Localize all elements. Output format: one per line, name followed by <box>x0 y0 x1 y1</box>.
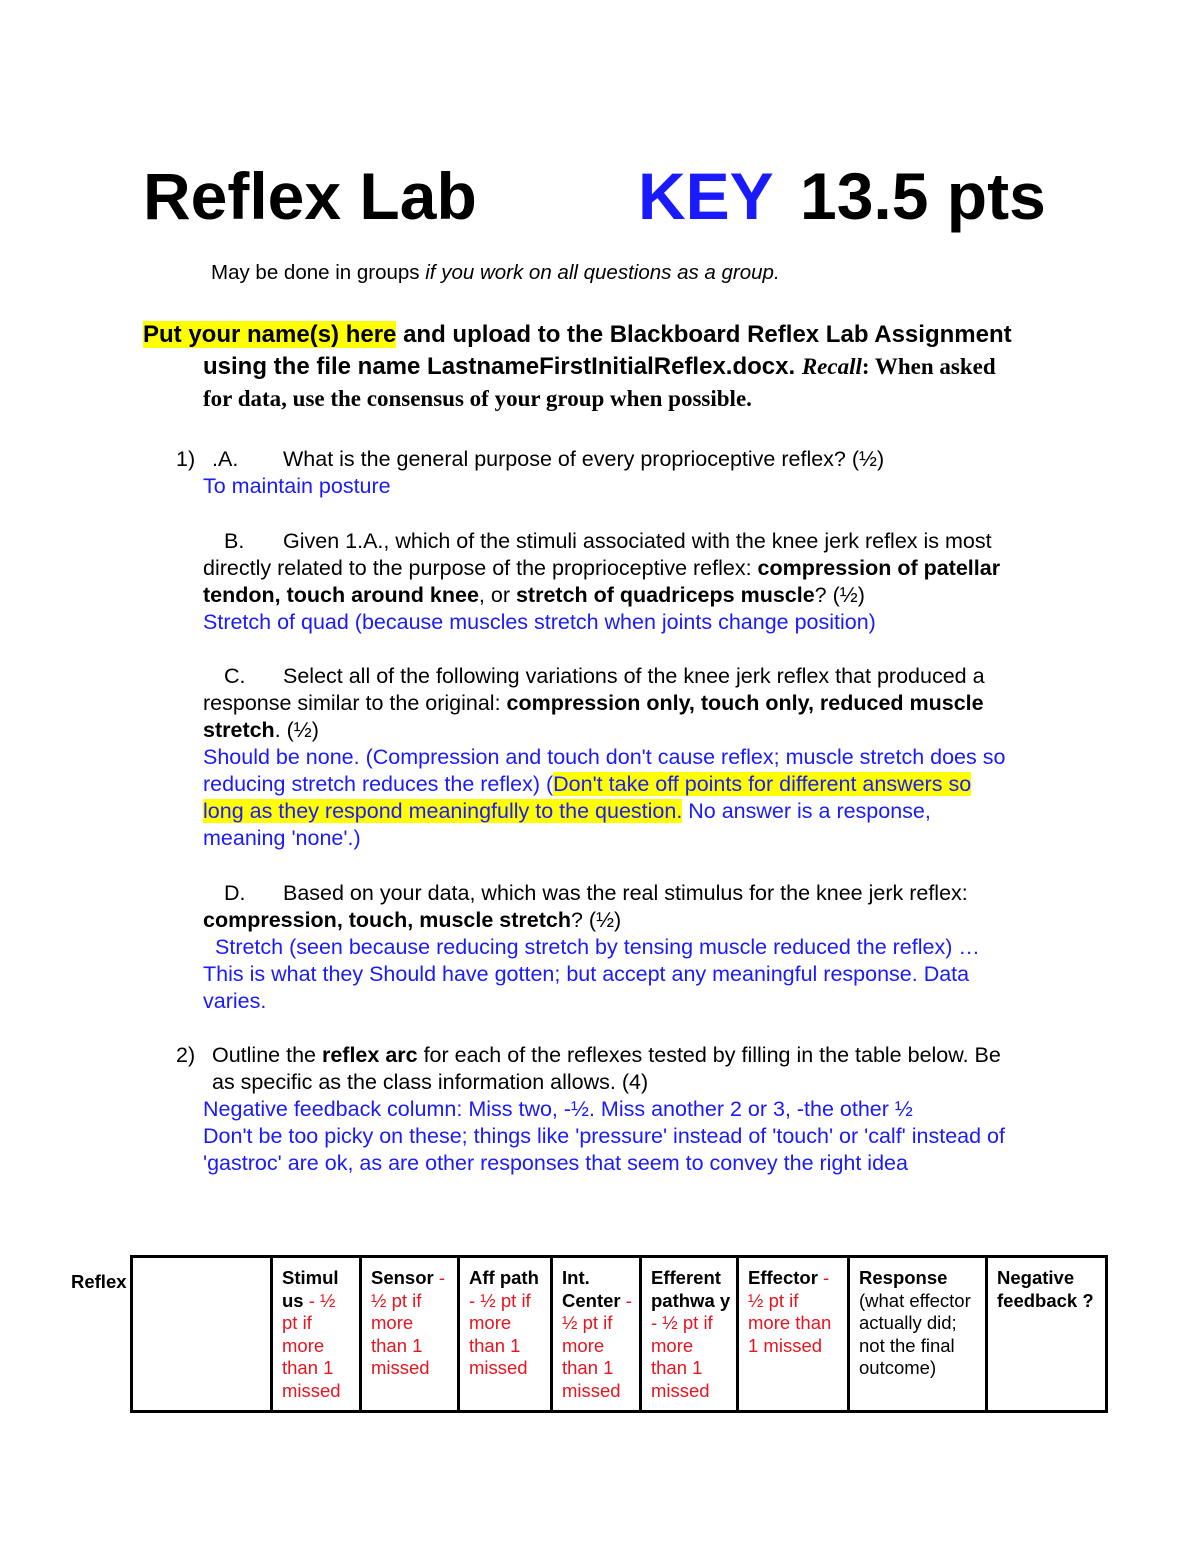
group-note-italic: if you work on all questions as a group. <box>425 261 780 284</box>
q1c-line-2-plain: response similar to the original: <box>203 691 507 715</box>
table-header-cell: Negative feedback ? <box>987 1257 1107 1412</box>
q1d-label: D. <box>224 881 246 905</box>
q1b-option-touch: tendon, touch around knee <box>203 583 479 607</box>
name-placeholder: Put your name(s) here <box>143 321 397 348</box>
reflex-arc-table <box>130 1255 1108 1413</box>
group-note <box>211 259 780 286</box>
q1d-line-1: Based on your data, which was the real stimulus for the knee jerk reflex: <box>283 881 968 905</box>
q1b-line-3-plain-2: ? (½) <box>814 583 865 607</box>
q2-grading-line-2: Don't be too picky on these; things like 'pressure' instead of 'touch' or 'calf' instead of <box>203 1124 1005 1148</box>
q1d-line-2 <box>203 907 621 934</box>
key-label: KEY <box>638 159 774 233</box>
q1b-line-3-plain-1: , or <box>478 583 516 607</box>
q1c-answer-line-2-plain: reducing stretch reduces the reflex) ( <box>203 772 554 796</box>
q2-reflex-arc: reflex arc <box>321 1043 418 1067</box>
q1c-label: C. <box>224 664 246 688</box>
points-label: 13.5 pts <box>800 159 1046 233</box>
q1c-options: compression only, touch only, reduced muscle <box>506 691 984 715</box>
q1b-line-1: Given 1.A., which of the stimuli associated with the knee jerk reflex is most <box>283 529 992 553</box>
q1d-options: compression, touch, muscle stretch <box>203 908 571 932</box>
q1b-line-2-plain: directly related to the purpose of the proprioceptive reflex: <box>203 556 758 580</box>
q2-number: 2) <box>176 1043 196 1067</box>
table-header-cell: Sensor - ½ pt if more than 1 missed <box>361 1257 459 1412</box>
q1c-line-2 <box>203 690 984 717</box>
q1b-line-3 <box>203 582 865 609</box>
q2-line-2: as specific as the class information allows. (4) <box>212 1070 649 1094</box>
q1d-answer-line-3: varies. <box>203 989 267 1013</box>
q1c-grading-note-highlight: Don't take off points for different answers so <box>553 772 972 796</box>
q1a-answer: To maintain posture <box>203 474 391 498</box>
q1b-option-compression: compression of patellar <box>757 556 1001 580</box>
page-title: Reflex Lab <box>143 159 477 233</box>
q1c-answer-line-2 <box>203 771 971 798</box>
q1b-option-stretch: stretch of quadriceps muscle <box>515 583 815 607</box>
table-header-cell: Response (what effector actually did; not the final outcome) <box>849 1257 987 1412</box>
q1a-question: What is the general purpose of every proprioceptive reflex? (½) <box>283 447 885 471</box>
recall-text: : When asked <box>861 354 996 379</box>
q1b-label: B. <box>224 529 245 553</box>
table-header-cell: Int. Center - ½ pt if more than 1 missed <box>552 1257 641 1412</box>
q1b-line-2 <box>203 555 1000 582</box>
instructions-line-2 <box>203 351 996 383</box>
group-note-plain: May be done in groups <box>211 261 426 284</box>
reflex-name-cell[interactable] <box>132 1257 272 1412</box>
table-header-cell: Aff path - ½ pt if more than 1 missed <box>459 1257 552 1412</box>
q1a-label: .A. <box>212 447 239 471</box>
q1c-line-3-plain: . (½) <box>274 718 319 742</box>
q2-grading-line-1: Negative feedback column: Miss two, -½. Miss another 2 or 3, -the other ½ <box>203 1097 913 1121</box>
q2-line-1 <box>212 1042 1001 1069</box>
q2-grading-line-3: 'gastroc' are ok, as are other responses that seem to convey the right idea <box>203 1151 908 1175</box>
q1c-answer-line-4: meaning 'none'.) <box>203 826 361 850</box>
file-name-instruction: using the file name LastnameFirstInitialReflex.docx. <box>203 353 796 380</box>
q1c-answer-line-3 <box>203 798 931 825</box>
recall-word: Recall <box>801 354 862 379</box>
q2-line-1-plain-1: Outline the <box>212 1043 322 1067</box>
table-row-label: Reflex <box>71 1271 127 1292</box>
upload-instruction: and upload to the Blackboard Reflex Lab Assignment <box>396 321 1012 348</box>
instructions-line-1 <box>143 319 1012 351</box>
q1c-answer-line-1: Should be none. (Compression and touch don't cause reflex; muscle stretch does so <box>203 745 1006 769</box>
q1-number: 1) <box>176 447 196 471</box>
q1c-line-3 <box>203 717 319 744</box>
table-header-cell: Efferent pathwa y - ½ pt if more than 1 missed <box>641 1257 738 1412</box>
q1c-grading-note-highlight-2: long as they respond meaningfully to the question. <box>203 799 683 823</box>
q1c-answer-line-3-plain: No answer is a response, <box>682 799 931 823</box>
q1b-answer: Stretch of quad (because muscles stretch when joints change position) <box>203 610 876 634</box>
q1d-line-2-plain: ? (½) <box>571 908 622 932</box>
q1d-answer-line-2: This is what they Should have gotten; but accept any meaningful response. Data <box>203 962 970 986</box>
table-header-row <box>132 1257 1107 1412</box>
instructions-line-3: for data, use the consensus of your group when possible. <box>203 386 752 411</box>
q1d-answer-line-1: Stretch (seen because reducing stretch by tensing muscle reduced the reflex) … <box>215 935 980 959</box>
q1c-option-stretch: stretch <box>203 718 275 742</box>
table-header-cell: Stimul us - ½ pt if more than 1 missed <box>272 1257 361 1412</box>
table-header-cell: Effector - ½ pt if more than 1 missed <box>738 1257 849 1412</box>
q1c-line-1: Select all of the following variations of the knee jerk reflex that produced a <box>283 664 985 688</box>
q2-line-1-plain-2: for each of the reflexes tested by filling in the table below. Be <box>417 1043 1001 1067</box>
